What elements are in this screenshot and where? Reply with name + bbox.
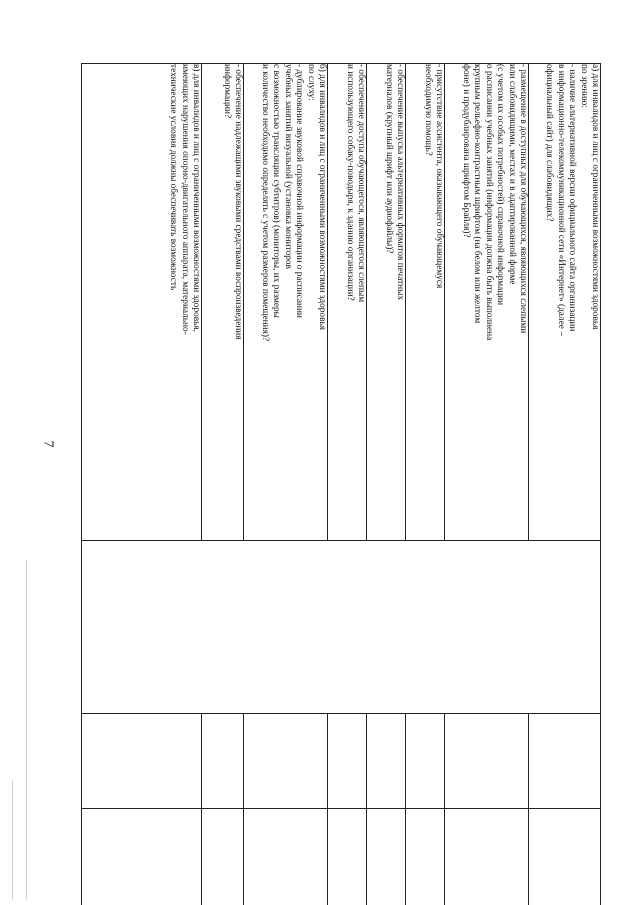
- criterion-text-line: фоне) и продублирована шрифтом Брайля)?: [460, 64, 471, 238]
- criterion-text-line: информации?: [221, 64, 232, 119]
- answer-cell: [202, 714, 244, 809]
- criterion-text-line: в) для инвалидов и лиц с ограниченными возможностями здоровья,: [191, 64, 201, 332]
- criterion-text-line: - обеспечение выпуска альтернативных форматов печатных: [395, 64, 405, 301]
- answer-cell: [328, 809, 367, 905]
- criterion-text-line: или слабовидящими, местах и в адаптированной форме: [506, 64, 517, 285]
- criterion-cell: [529, 64, 601, 541]
- criterion-text-line: в информационно-телекоммуникационной сети «Интернет» (далее –: [555, 64, 566, 336]
- table-row: [445, 64, 529, 905]
- criterion-text-line: - присутствие ассистента, оказывающего обучающемуся: [434, 64, 444, 289]
- table-row: [328, 64, 367, 905]
- answer-cell: [202, 809, 244, 905]
- criterion-text-line: с возможностью трансляции субтитров) (мониторы, их размеры: [271, 64, 282, 318]
- table-row: [202, 64, 244, 905]
- table-row: [367, 64, 406, 905]
- criterion-cell: [82, 64, 202, 541]
- criterion-cell: [445, 64, 529, 541]
- criterion-text-line: - дублирование звуковой справочной информации о расписании: [294, 64, 305, 318]
- criterion-text-line: - наличие альтернативной версии официального сайта организации: [567, 64, 578, 332]
- criterion-text-line: и количество необходимо определять с учетом размеров помещения)?: [259, 64, 270, 342]
- answer-cell: [367, 809, 406, 905]
- answer-cell: [445, 714, 529, 809]
- criterion-text-line: - обеспечение надлежащими звуковыми средствами воспроизведения: [233, 64, 243, 340]
- answer-cell: [445, 809, 529, 905]
- table-row: [82, 64, 202, 905]
- criterion-text-line: технические условия должны обеспечивать возможность: [168, 64, 179, 291]
- answer-cell: [406, 714, 445, 809]
- criterion-text-line: (с учетом их особых потребностей) справочной информации: [495, 64, 506, 306]
- criterion-cell: [328, 64, 367, 541]
- answer-cell: [529, 714, 601, 809]
- criterion-cell: [367, 64, 406, 541]
- criterion-text-line: необходимую помощь?: [422, 64, 433, 156]
- table-row: [244, 64, 328, 905]
- answer-cell: [82, 541, 601, 714]
- criterion-text-line: материалов (крупный шрифт или аудиофайлы)?: [383, 64, 394, 254]
- criterion-text-line: по зрению:: [578, 64, 589, 108]
- scan-artifact-line: [26, 560, 27, 900]
- answer-cell: [406, 809, 445, 905]
- answer-cell: [82, 714, 202, 809]
- table-rotated-wrapper: [81, 63, 601, 905]
- answer-cell: [529, 809, 601, 905]
- criterion-text-line: а) для инвалидов и лиц с ограниченными возможностями здоровья: [590, 64, 600, 330]
- criterion-cell: [244, 64, 328, 541]
- criterion-text-line: учебных занятий визуальной (установка мониторов: [282, 64, 293, 269]
- answer-cell: [244, 714, 328, 809]
- criterion-text-line: крупным рельефно-контрастным шрифтом (на белом или желтом: [472, 64, 483, 324]
- answer-cell: [244, 809, 328, 905]
- answer-cell: [367, 714, 406, 809]
- page-number: 7: [40, 440, 56, 448]
- criterion-text-line: и использующего собаку-поводыря, к зданию организации?: [344, 64, 355, 301]
- criterion-text-line: по слуху:: [305, 64, 316, 101]
- criterion-text-line: - обеспечение доступа обучающегося, являющегося слепым: [356, 64, 366, 303]
- table-viewport: [81, 63, 601, 905]
- criterion-text-line: имеющих нарушения опорно-двигательного аппарата, материально-: [179, 64, 190, 335]
- criterion-cell: [202, 64, 244, 541]
- answer-cell: [328, 714, 367, 809]
- table-row: [406, 64, 445, 905]
- accessibility-criteria-table: [81, 63, 601, 905]
- criterion-text-line: официальный сайт) для слабовидящих?: [544, 64, 555, 222]
- answer-cell: [82, 809, 202, 905]
- table-row: [529, 64, 601, 905]
- criterion-text-line: о расписании учебных занятий (информация должна быть выполнена: [483, 64, 494, 341]
- scan-artifact-line: [12, 780, 13, 900]
- criterion-text-line: б) для инвалидов и лиц с ограниченными возможностями здоровья: [317, 64, 327, 330]
- criterion-cell: [406, 64, 445, 541]
- criterion-text-line: - размещение в доступных для обучающихся, являющихся слепыми: [518, 64, 528, 334]
